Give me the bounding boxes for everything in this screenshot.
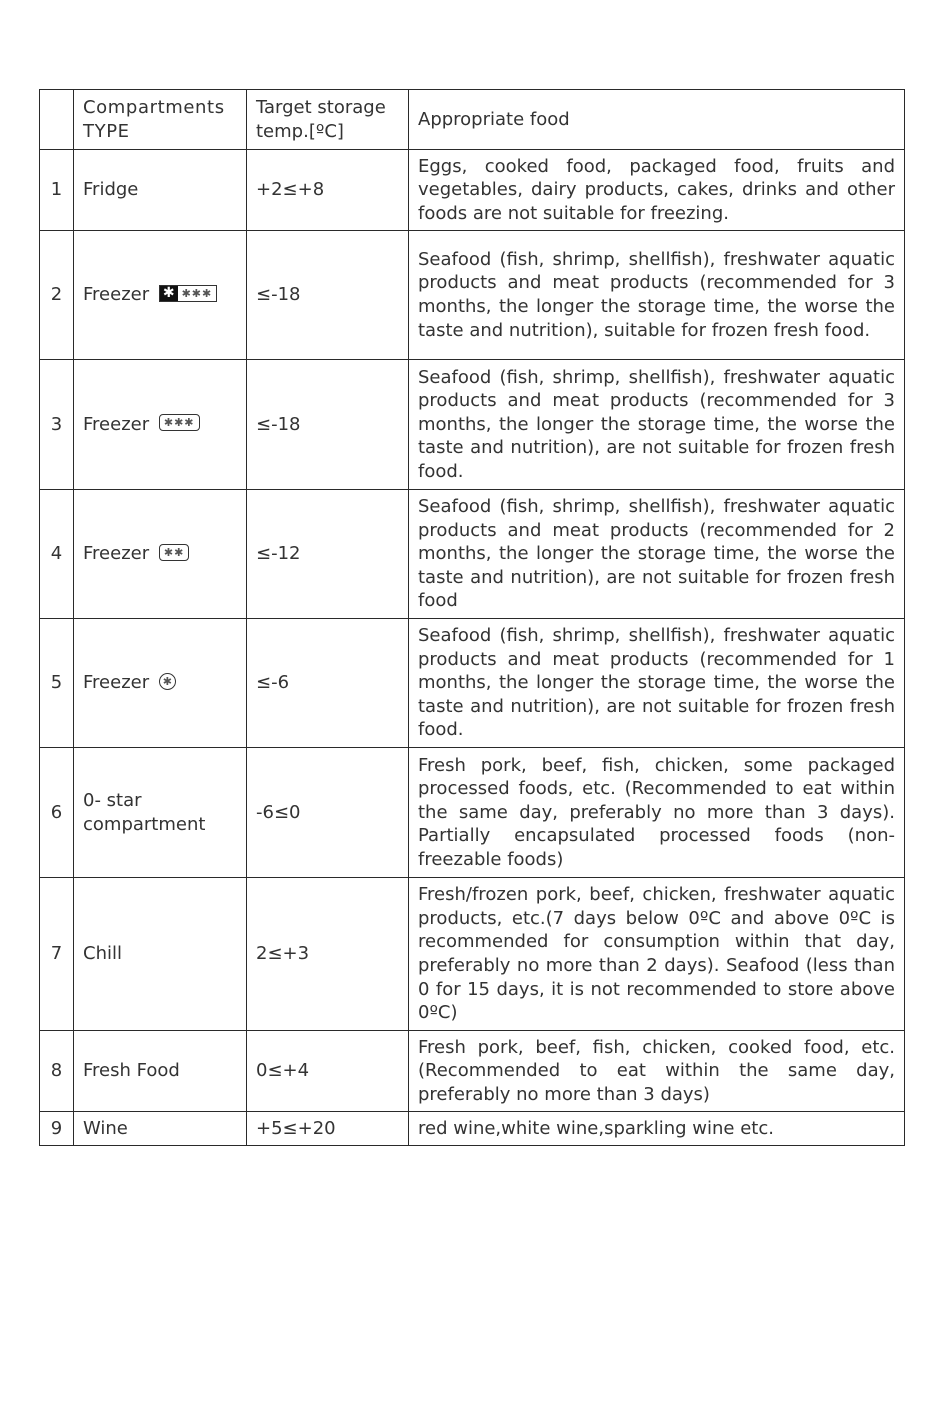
compartment-type-label: Freezer [83,543,150,565]
target-temp: +5≤+20 [247,1112,409,1146]
target-temp: -6≤0 [247,748,409,878]
two-star-freezer-icon: ✱✱ [159,544,189,561]
table-row [40,619,905,748]
three-star-freezer-icon: ✱✱✱ [159,414,200,431]
target-temp: ≤-18 [247,231,409,360]
compartment-type: Chill [74,878,247,1031]
table-row [40,748,905,878]
table-row [40,150,905,231]
table-row [40,1031,905,1112]
appropriate-food: red wine,white wine,sparkling wine etc. [409,1112,905,1146]
header-number [40,90,74,150]
compartment-type [74,231,247,360]
compartment-type-label: Freezer [83,413,150,435]
row-number: 3 [40,360,74,490]
compartment-type-label: Freezer [83,672,150,694]
one-star-freezer-icon: ✱ [159,673,176,690]
header-temp-line2: temp.[ºC] [256,120,344,142]
target-temp: 0≤+4 [247,1031,409,1112]
target-temp: +2≤+8 [247,150,409,231]
header-target-temp [247,90,409,150]
compartment-type: Fridge [74,150,247,231]
appropriate-food: Fresh pork, beef, fish, chicken, cooked food, etc. (Recommended to eat within the same day, preferably no more than 3 days) [409,1031,905,1112]
appropriate-food: Fresh/frozen pork, beef, chicken, freshwater aquatic products, etc.(7 days below 0ºC and above 0ºC is recommended for consumption within that day, preferably no more than 2 days). Seafood (less than 0 for 15 days, it is not recommended to store above 0ºC) [409,878,905,1031]
appropriate-food: Eggs, cooked food, packaged food, fruits and vegetables, dairy products, cakes, drinks and other foods are not suitable for freezing. [409,150,905,231]
row-number: 8 [40,1031,74,1112]
compartment-type [74,360,247,490]
compartment-type-label: Freezer [83,284,150,306]
storage-table [39,89,905,1146]
table-row [40,1112,905,1146]
compartment-type [74,748,247,878]
table-row [40,360,905,490]
appropriate-food: Seafood (fish, shrimp, shellfish), freshwater aquatic products and meat products (recommended for 3 months, the longer the storage time, the worse the taste and nutrition), suitable for frozen fresh food. [409,231,905,360]
compartment-type-line2: compartment [83,813,206,835]
header-type-line2: TYPE [83,120,130,142]
small-stars-glyph: ✱✱✱ [181,286,213,300]
compartment-type: Fresh Food [74,1031,247,1112]
appropriate-food: Seafood (fish, shrimp, shellfish), freshwater aquatic products and meat products (recommended for 1 months, the longer the storage time, the worse the taste and nutrition), are not suitable for frozen fresh food. [409,619,905,748]
compartment-type-line1: 0- star [83,789,142,811]
row-number: 4 [40,490,74,619]
target-temp: 2≤+3 [247,878,409,1031]
target-temp: ≤-18 [247,360,409,490]
compartment-type [74,490,247,619]
row-number: 1 [40,150,74,231]
header-compartment-type [74,90,247,150]
row-number: 2 [40,231,74,360]
table-row [40,878,905,1031]
row-number: 9 [40,1112,74,1146]
four-star-freezer-icon [159,285,217,302]
compartment-type: Wine [74,1112,247,1146]
appropriate-food: Fresh pork, beef, fish, chicken, some packaged processed foods, etc. (Recommended to eat within the same day, preferably no more than 3 days). Partially encapsulated processed foods (non-freezable foods) [409,748,905,878]
target-temp: ≤-6 [247,619,409,748]
table-row [40,490,905,619]
row-number: 5 [40,619,74,748]
header-temp-line1: Target storage [256,96,386,118]
header-type-line1: Compartments [83,96,225,118]
compartment-type [74,619,247,748]
big-star-glyph: ✱ [160,286,178,301]
row-number: 6 [40,748,74,878]
target-temp: ≤-12 [247,490,409,619]
row-number: 7 [40,878,74,1031]
table-header-row [40,90,905,150]
appropriate-food: Seafood (fish, shrimp, shellfish), freshwater aquatic products and meat products (recommended for 2 months, the longer the storage time, the worse the taste and nutrition), are not suitable for frozen fresh food [409,490,905,619]
table-row [40,231,905,360]
appropriate-food: Seafood (fish, shrimp, shellfish), freshwater aquatic products and meat products (recommended for 3 months, the longer the storage time, the worse the taste and nutrition), are not suitable for frozen fresh food. [409,360,905,490]
header-appropriate-food: Appropriate food [409,90,905,150]
